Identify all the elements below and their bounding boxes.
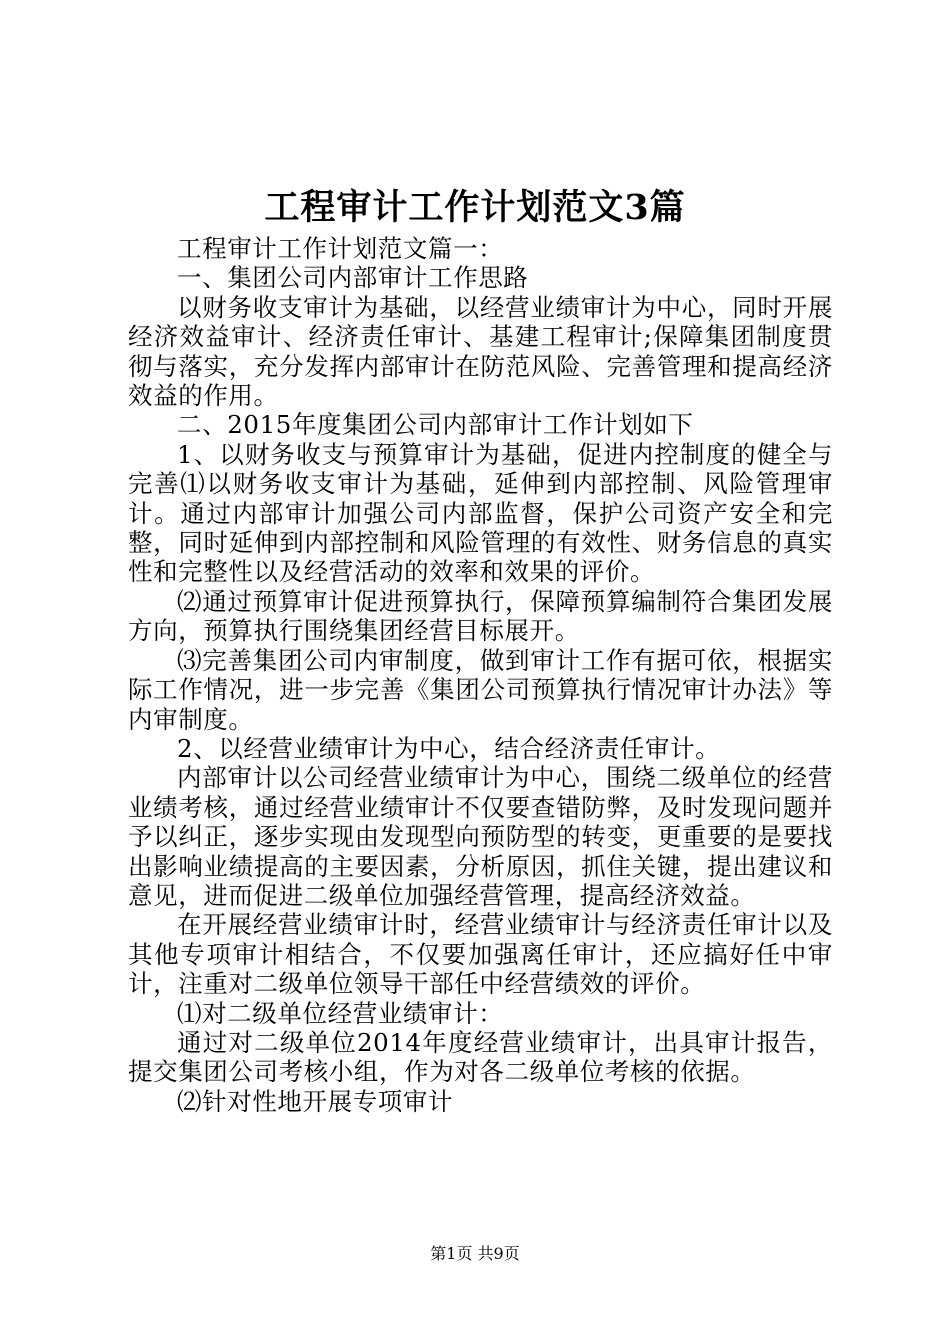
paragraph: 内部审计以公司经营业绩审计为中心，围绕二级单位的经营业绩考核，通过经营业绩审计不仅要查错防弊，及时发现问题并予以纠正，逐步实现由发现型向预防型的转变，更重要的是要找出影响业绩提高的主要因素，分析原因，抓住关键，提出建议和意见，进而促进二级单位加强经营管理，提高经济效益。 [128,763,833,910]
page-footer: 第1页 共9页 [430,1244,520,1263]
paragraph: 在开展经营业绩审计时，经营业绩审计与经济责任审计以及其他专项审计相结合，不仅要加强离任审计，还应搞好任中审计，注重对二级单位领导干部任中经营绩效的评价。 [128,910,833,999]
section-heading: 二、2015年度集团公司内部审计工作计划如下 [177,410,694,440]
paragraph: 通过对二级单位2014年度经营业绩审计，出具审计报告，提交集团公司考核小组，作为对各二级单位考核的依据。 [128,1027,833,1087]
paragraph: ⑴对二级单位经营业绩审计： [177,998,504,1028]
paragraph: 2、以经营业绩审计为中心，结合经济责任审计。 [177,733,721,763]
document-body [128,234,833,1116]
paragraph: 1、以财务收支与预算审计为基础，促进内控制度的健全与完善⑴以财务收支审计为基础，延伸到内部控制、风险管理审计。通过内部审计加强公司内部监督，保护公司资产安全和完整，同时延伸到内部控制和风险管理的有效性、财务信息的真实性和完整性以及经营活动的效率和效果的评价。 [128,439,833,587]
paragraph: ⑶完善集团公司内审制度，做到审计工作有据可依，根据实际工作情况，进一步完善《集团公司预算执行情况审计办法》等内审制度。 [128,645,833,734]
paragraph: ⑵针对性地开展专项审计 [177,1086,454,1116]
section-heading: 一、集团公司内部审计工作思路 [177,263,529,293]
paragraph: ⑵通过预算审计促进预算执行，保障预算编制符合集团发展方向，预算执行围绕集团经营目标展开。 [128,586,833,646]
paragraph: 工程审计工作计划范文篇一： [177,234,504,263]
paragraph: 以财务收支审计为基础，以经营业绩审计为中心，同时开展经济效益审计、经济责任审计、基建工程审计;保障集团制度贯彻与落实，充分发挥内部审计在防范风险、完善管理和提高经济效益的作用。 [128,292,833,411]
document-title: 工程审计工作计划范文3篇 [264,187,686,228]
